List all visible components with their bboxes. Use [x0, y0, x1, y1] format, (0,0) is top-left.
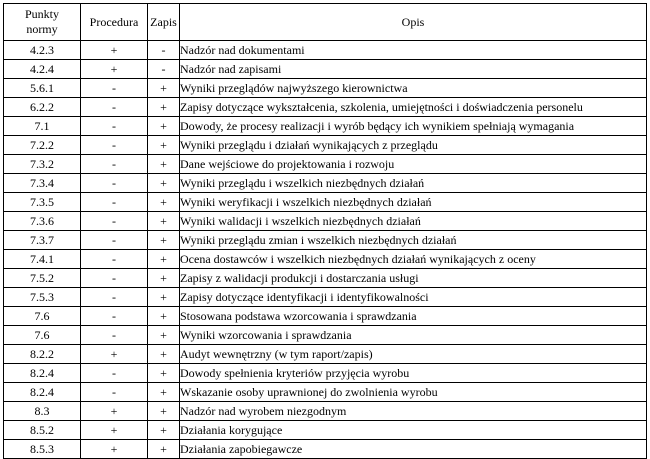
- table-row: [4, 440, 647, 459]
- cell-punkt-normy: 8.5.3: [4, 440, 81, 459]
- cell-procedura: -: [81, 136, 148, 155]
- cell-zapis: +: [148, 117, 180, 136]
- table-row: [4, 269, 647, 288]
- cell-opis: Stosowana podstawa wzorcowania i sprawdzania: [180, 307, 647, 326]
- cell-opis: Wyniki przeglądu zmian i wszelkich niezbędnych działań: [180, 231, 647, 250]
- cell-punkt-normy: 7.1: [4, 117, 81, 136]
- cell-opis: Zapisy dotyczące identyfikacji i identyfikowalności: [180, 288, 647, 307]
- cell-procedura: -: [81, 98, 148, 117]
- cell-procedura: -: [81, 364, 148, 383]
- cell-procedura: +: [81, 345, 148, 364]
- cell-punkt-normy: 8.3: [4, 402, 81, 421]
- table-row: [4, 326, 647, 345]
- cell-procedura: -: [81, 250, 148, 269]
- cell-procedura: -: [81, 174, 148, 193]
- cell-punkt-normy: 7.5.2: [4, 269, 81, 288]
- cell-punkt-normy: 7.3.6: [4, 212, 81, 231]
- cell-procedura: -: [81, 326, 148, 345]
- cell-procedura: +: [81, 402, 148, 421]
- table-row: [4, 250, 647, 269]
- cell-punkt-normy: 8.2.4: [4, 383, 81, 402]
- cell-zapis: +: [148, 269, 180, 288]
- cell-procedura: -: [81, 307, 148, 326]
- cell-opis: Wyniki wzorcowania i sprawdzania: [180, 326, 647, 345]
- cell-opis: Nadzór nad wyrobem niezgodnym: [180, 402, 647, 421]
- cell-opis: Audyt wewnętrzny (w tym raport/zapis): [180, 345, 647, 364]
- table-row: [4, 136, 647, 155]
- cell-opis: Nadzór nad zapisami: [180, 60, 647, 79]
- cell-procedura: -: [81, 383, 148, 402]
- table-row: [4, 212, 647, 231]
- cell-opis: Wyniki weryfikacji i wszelkich niezbędnych działań: [180, 193, 647, 212]
- table-row: [4, 155, 647, 174]
- table-row: [4, 307, 647, 326]
- cell-opis: Dane wejściowe do projektowania i rozwoju: [180, 155, 647, 174]
- table-row: [4, 193, 647, 212]
- cell-zapis: +: [148, 174, 180, 193]
- cell-punkt-normy: 4.2.4: [4, 60, 81, 79]
- table-row: [4, 231, 647, 250]
- cell-opis: Działania korygujące: [180, 421, 647, 440]
- cell-zapis: +: [148, 364, 180, 383]
- cell-opis: Dowody spełnienia kryteriów przyjęcia wyrobu: [180, 364, 647, 383]
- cell-procedura: -: [81, 117, 148, 136]
- cell-opis: Działania zapobiegawcze: [180, 440, 647, 459]
- cell-zapis: -: [148, 41, 180, 60]
- cell-opis: Nadzór nad dokumentami: [180, 41, 647, 60]
- table-row: [4, 174, 647, 193]
- table-row: [4, 364, 647, 383]
- header-zapis: Zapis: [148, 4, 180, 41]
- norms-table: [3, 3, 647, 459]
- table-row: [4, 402, 647, 421]
- cell-opis: Zapisy dotyczące wykształcenia, szkolenia, umiejętności i doświadczenia personelu: [180, 98, 647, 117]
- cell-punkt-normy: 7.6: [4, 307, 81, 326]
- cell-zapis: +: [148, 421, 180, 440]
- cell-procedura: +: [81, 41, 148, 60]
- cell-zapis: +: [148, 383, 180, 402]
- cell-opis: Wyniki przeglądu i działań wynikających z przeglądu: [180, 136, 647, 155]
- table-header: [4, 4, 647, 41]
- cell-zapis: +: [148, 250, 180, 269]
- cell-zapis: +: [148, 212, 180, 231]
- table-row: [4, 79, 647, 98]
- cell-zapis: +: [148, 440, 180, 459]
- header-punkty-line2: normy: [26, 22, 58, 36]
- table-row: [4, 288, 647, 307]
- cell-zapis: -: [148, 60, 180, 79]
- cell-opis: Zapisy z walidacji produkcji i dostarczania usługi: [180, 269, 647, 288]
- header-opis: Opis: [180, 4, 647, 41]
- cell-procedura: -: [81, 288, 148, 307]
- cell-zapis: +: [148, 345, 180, 364]
- cell-zapis: +: [148, 136, 180, 155]
- cell-opis: Wskazanie osoby uprawnionej do zwolnienia wyrobu: [180, 383, 647, 402]
- cell-zapis: +: [148, 79, 180, 98]
- cell-punkt-normy: 7.3.2: [4, 155, 81, 174]
- cell-procedura: +: [81, 440, 148, 459]
- cell-zapis: +: [148, 402, 180, 421]
- cell-procedura: -: [81, 155, 148, 174]
- cell-procedura: -: [81, 231, 148, 250]
- cell-procedura: -: [81, 269, 148, 288]
- cell-punkt-normy: 7.3.4: [4, 174, 81, 193]
- cell-punkt-normy: 8.2.2: [4, 345, 81, 364]
- header-procedura: Procedura: [81, 4, 148, 41]
- table-row: [4, 60, 647, 79]
- header-row: [4, 4, 647, 41]
- header-punkty-normy: [4, 4, 81, 41]
- cell-opis: Wyniki przeglądów najwyższego kierownictwa: [180, 79, 647, 98]
- cell-zapis: +: [148, 98, 180, 117]
- cell-punkt-normy: 7.4.1: [4, 250, 81, 269]
- cell-punkt-normy: 4.2.3: [4, 41, 81, 60]
- cell-opis: Wyniki przeglądu i wszelkich niezbędnych działań: [180, 174, 647, 193]
- table-row: [4, 41, 647, 60]
- cell-punkt-normy: 7.2.2: [4, 136, 81, 155]
- cell-punkt-normy: 7.3.5: [4, 193, 81, 212]
- cell-opis: Ocena dostawców i wszelkich niezbędnych działań wynikających z oceny: [180, 250, 647, 269]
- cell-procedura: +: [81, 421, 148, 440]
- table-body: [4, 41, 647, 459]
- table-row: [4, 383, 647, 402]
- cell-zapis: +: [148, 155, 180, 174]
- table-row: [4, 345, 647, 364]
- cell-punkt-normy: 7.3.7: [4, 231, 81, 250]
- cell-punkt-normy: 7.5.3: [4, 288, 81, 307]
- cell-zapis: +: [148, 307, 180, 326]
- cell-zapis: +: [148, 193, 180, 212]
- table-row: [4, 421, 647, 440]
- cell-punkt-normy: 7.6: [4, 326, 81, 345]
- cell-punkt-normy: 8.5.2: [4, 421, 81, 440]
- table-row: [4, 98, 647, 117]
- cell-opis: Wyniki walidacji i wszelkich niezbędnych działań: [180, 212, 647, 231]
- cell-procedura: +: [81, 60, 148, 79]
- cell-procedura: -: [81, 212, 148, 231]
- cell-punkt-normy: 6.2.2: [4, 98, 81, 117]
- cell-zapis: +: [148, 288, 180, 307]
- cell-zapis: +: [148, 231, 180, 250]
- cell-punkt-normy: 8.2.4: [4, 364, 81, 383]
- table-row: [4, 117, 647, 136]
- cell-punkt-normy: 5.6.1: [4, 79, 81, 98]
- cell-zapis: +: [148, 326, 180, 345]
- cell-procedura: -: [81, 79, 148, 98]
- header-punkty-line1: Punkty: [24, 7, 59, 21]
- cell-procedura: -: [81, 193, 148, 212]
- cell-opis: Dowody, że procesy realizacji i wyrób będący ich wynikiem spełniają wymagania: [180, 117, 647, 136]
